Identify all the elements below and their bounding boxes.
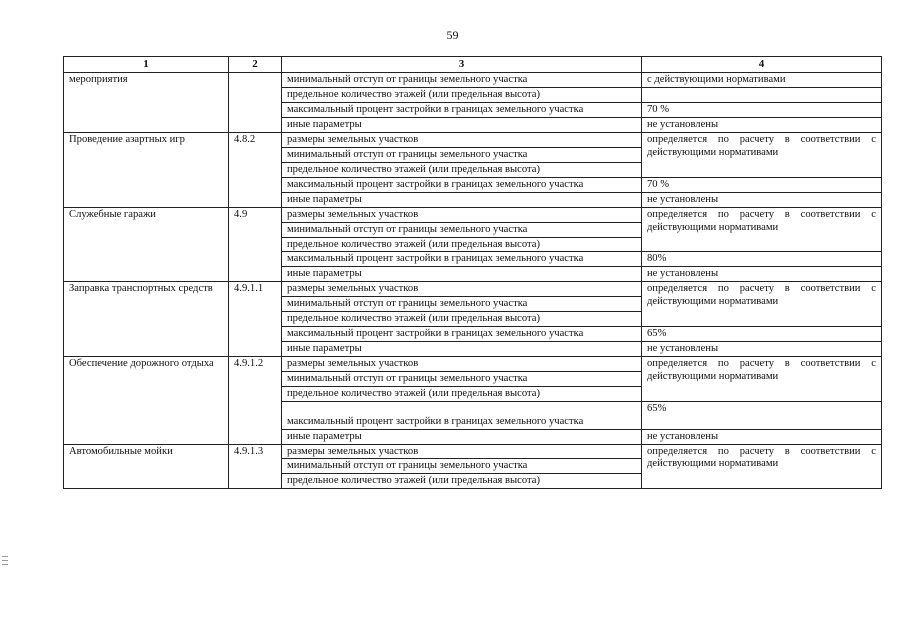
use-type-code: 4.9.1.1 [229, 282, 282, 357]
margin-mark [2, 564, 8, 565]
parameter-name: размеры земельных участков [282, 207, 642, 222]
header-col-3: 3 [282, 57, 642, 73]
parameter-value: с действующими нормативами [642, 73, 882, 88]
parameter-name: предельное количество этажей (или предельная высота) [282, 386, 642, 401]
parameter-name: минимальный отступ от границы земельного участка [282, 297, 642, 312]
parameter-value: определяется по расчету в соответствии с действующими нормативами [642, 207, 882, 252]
parameter-name: предельное количество этажей (или предельная высота) [282, 162, 642, 177]
parameter-value: не установлены [642, 429, 882, 444]
parameter-name: минимальный отступ от границы земельного участка [282, 222, 642, 237]
parameter-value: 80% [642, 252, 882, 267]
parameter-name: минимальный отступ от границы земельного участка [282, 73, 642, 88]
parameter-name: иные параметры [282, 267, 642, 282]
parameter-name: размеры земельных участков [282, 133, 642, 148]
parameter-value: 70 % [642, 103, 882, 118]
use-type-code: 4.9.1.2 [229, 356, 282, 444]
margin-mark [2, 556, 8, 557]
use-type-name: Заправка транспортных средств [64, 282, 229, 357]
parameter-value: 70 % [642, 177, 882, 192]
parameter-value: определяется по расчету в соответствии с действующими нормативами [642, 356, 882, 401]
use-type-name: Автомобильные мойки [64, 444, 229, 489]
table-row [64, 133, 882, 148]
parameter-name: максимальный процент застройки в границах земельного участка [282, 103, 642, 118]
parameter-value: определяется по расчету в соответствии с действующими нормативами [642, 133, 882, 178]
zoning-parameters-table [63, 56, 882, 489]
parameter-name: максимальный процент застройки в границах земельного участка [282, 177, 642, 192]
parameter-name: размеры земельных участков [282, 282, 642, 297]
parameter-value [642, 88, 882, 103]
parameter-name: минимальный отступ от границы земельного участка [282, 148, 642, 163]
table-row [64, 444, 882, 459]
table-row [64, 207, 882, 222]
parameter-name: предельное количество этажей (или предельная высота) [282, 474, 642, 489]
parameter-name: максимальный процент застройки в границах земельного участка [282, 252, 642, 267]
parameter-value: не установлены [642, 118, 882, 133]
parameter-value: не установлены [642, 342, 882, 357]
parameter-value: не установлены [642, 267, 882, 282]
header-row [64, 57, 882, 73]
parameter-name: предельное количество этажей (или предельная высота) [282, 237, 642, 252]
table-row [64, 73, 882, 88]
parameter-name: иные параметры [282, 192, 642, 207]
parameter-name: размеры земельных участков [282, 356, 642, 371]
page-number: 59 [446, 28, 459, 42]
parameter-value: не установлены [642, 192, 882, 207]
margin-marks [2, 556, 8, 568]
parameter-name: предельное количество этажей (или предельная высота) [282, 88, 642, 103]
table-row [64, 356, 882, 371]
parameter-value: 65% [642, 401, 882, 429]
parameter-name: максимальный процент застройки в границах земельного участка [282, 327, 642, 342]
parameter-value: определяется по расчету в соответствии с действующими нормативами [642, 444, 882, 489]
header-col-1: 1 [64, 57, 229, 73]
use-type-name: мероприятия [64, 73, 229, 133]
use-type-code: 4.9.1.3 [229, 444, 282, 489]
use-type-name: Служебные гаражи [64, 207, 229, 282]
parameter-name: иные параметры [282, 118, 642, 133]
parameter-name: иные параметры [282, 429, 642, 444]
parameter-name: предельное количество этажей (или предельная высота) [282, 312, 642, 327]
use-type-code [229, 73, 282, 133]
parameter-name: максимальный процент застройки в границах земельного участка [282, 401, 642, 429]
parameter-value: 65% [642, 327, 882, 342]
header-col-4: 4 [642, 57, 882, 73]
use-type-name: Проведение азартных игр [64, 133, 229, 208]
parameter-name: минимальный отступ от границы земельного участка [282, 459, 642, 474]
parameter-name: размеры земельных участков [282, 444, 642, 459]
use-type-code: 4.9 [229, 207, 282, 282]
use-type-name: Обеспечение дорожного отдыха [64, 356, 229, 444]
parameter-name: иные параметры [282, 342, 642, 357]
use-type-code: 4.8.2 [229, 133, 282, 208]
table-row [64, 282, 882, 297]
parameter-value: определяется по расчету в соответствии с действующими нормативами [642, 282, 882, 327]
margin-mark [2, 560, 8, 561]
parameter-name: минимальный отступ от границы земельного участка [282, 371, 642, 386]
header-col-2: 2 [229, 57, 282, 73]
